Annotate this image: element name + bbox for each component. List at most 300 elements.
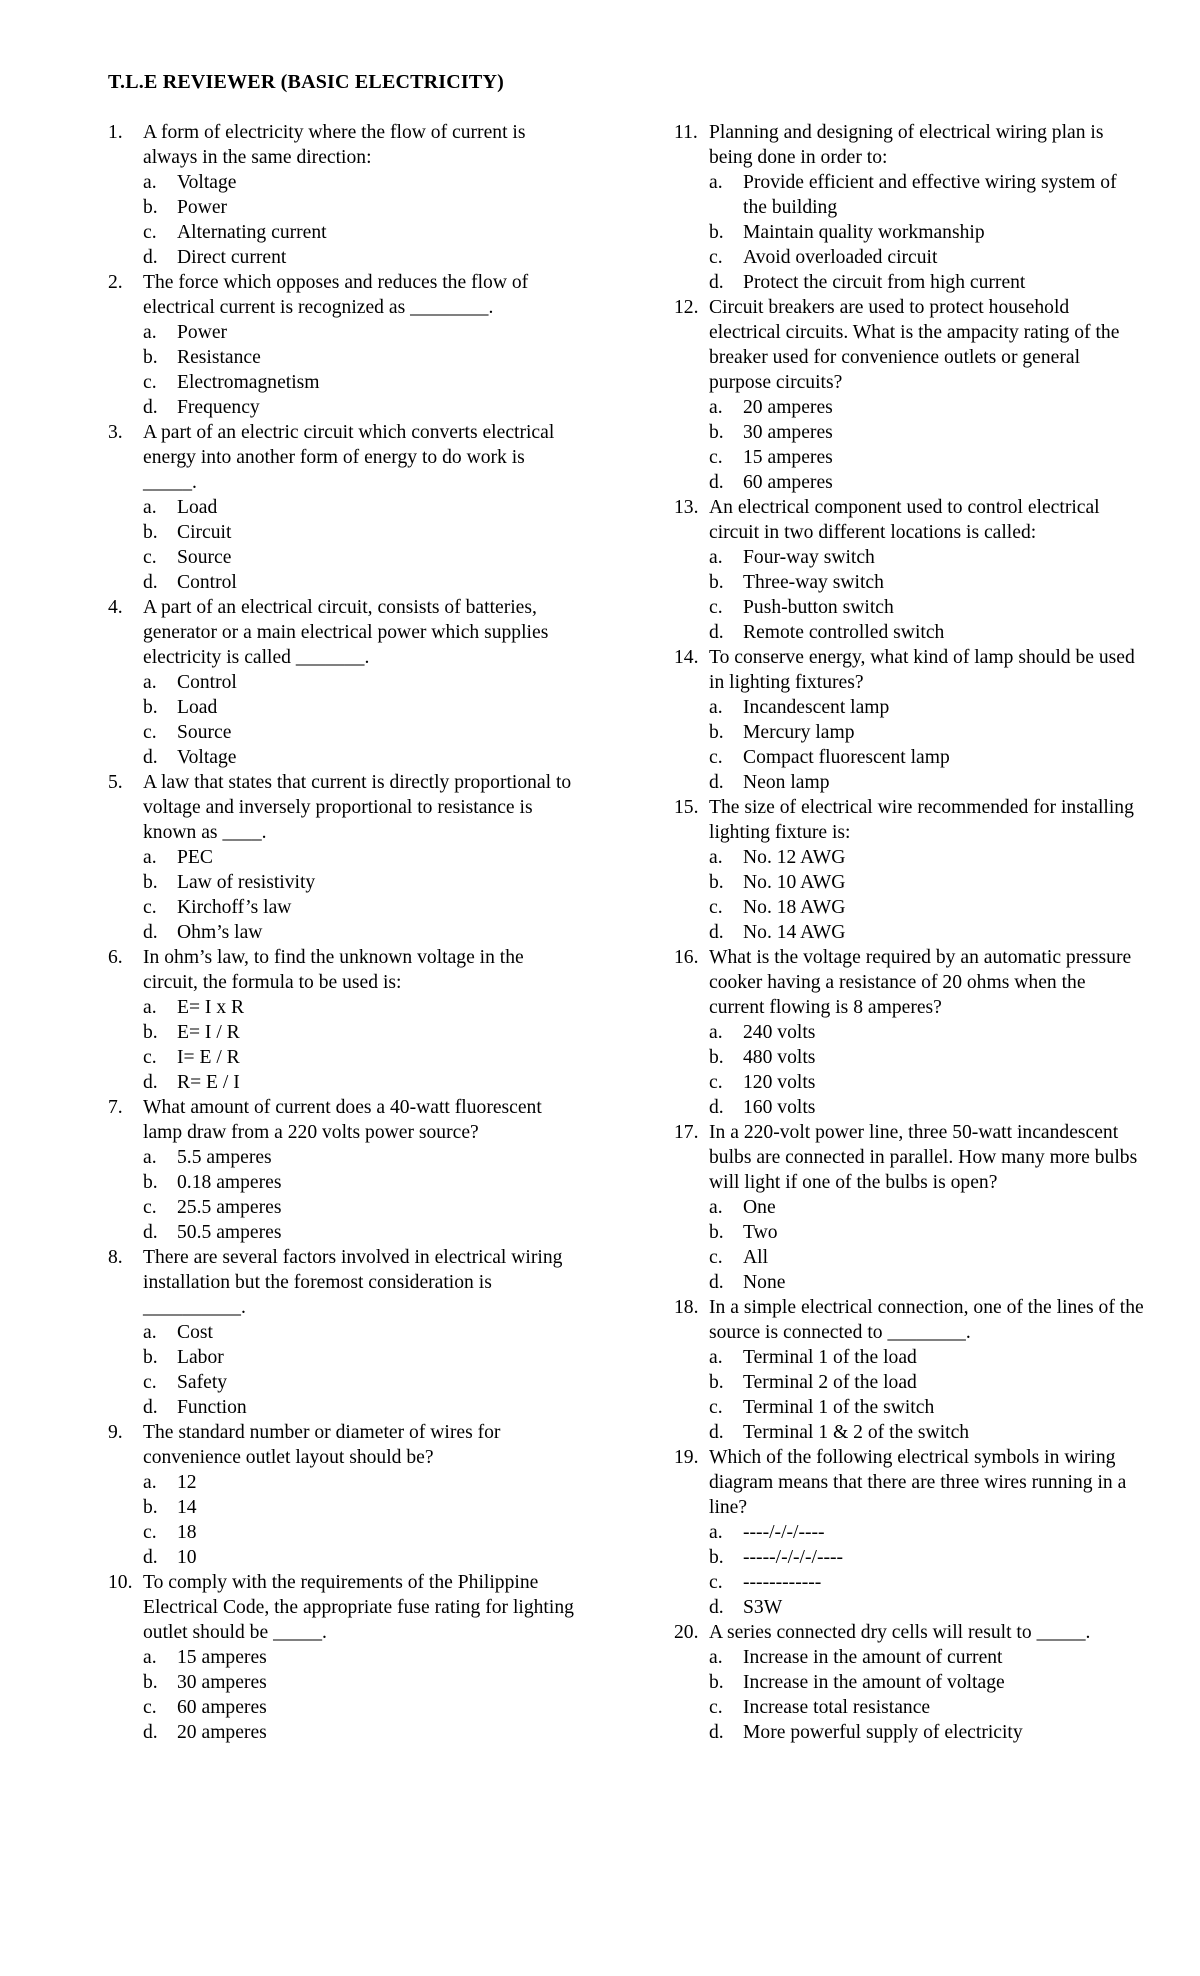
option [143, 920, 578, 945]
option [143, 320, 578, 345]
option [709, 1670, 1144, 1695]
option-text: Frequency [177, 397, 260, 418]
question-text: In a 220-volt power line, three 50-watt incandescent bulbs are connected in parallel. How many more bulbs will light if one of the bulbs is open? [709, 1122, 1138, 1193]
option-letter: a. [143, 172, 157, 193]
option-text: Increase in the amount of current [743, 1647, 1003, 1668]
option-text: 20 amperes [743, 397, 833, 418]
question-text: The force which opposes and reduces the flow of electrical current is recognized as ________. [143, 272, 529, 318]
option [143, 1670, 578, 1695]
option [143, 1045, 578, 1070]
option [709, 745, 1144, 770]
option-letter: b. [709, 1672, 724, 1693]
option-text: Compact fluorescent lamp [743, 747, 950, 768]
option [143, 370, 578, 395]
option [143, 245, 578, 270]
question-3 [108, 420, 578, 595]
option-letter: a. [709, 1347, 723, 1368]
option-letter: b. [143, 1347, 158, 1368]
question-text: What is the voltage required by an automatic pressure cooker having a resistance of 20 ohms when the current flowing is 8 amperes? [709, 947, 1132, 1018]
option-letter: c. [143, 547, 157, 568]
option [143, 520, 578, 545]
option [709, 1370, 1144, 1395]
question-text: Circuit breakers are used to protect household electrical circuits. What is the ampacity rating of the breaker used for convenience outlets or general purpose circuits? [709, 297, 1120, 393]
option-text: Kirchoff’s law [177, 897, 292, 918]
option-letter: c. [709, 1247, 723, 1268]
option [143, 695, 578, 720]
question-text: The standard number or diameter of wires for convenience outlet layout should be? [143, 1422, 501, 1468]
question-text: The size of electrical wire recommended for installing lighting fixture is: [709, 797, 1134, 843]
option-letter: c. [709, 897, 723, 918]
option [709, 895, 1144, 920]
option-letter: a. [709, 1647, 723, 1668]
option [143, 720, 578, 745]
option-text: More powerful supply of electricity [743, 1722, 1023, 1743]
option [143, 1370, 578, 1395]
option-text: All [743, 1247, 769, 1268]
option [143, 845, 578, 870]
option-text: Mercury lamp [743, 722, 855, 743]
option-text: Protect the circuit from high current [743, 272, 1026, 293]
option [143, 345, 578, 370]
question-19 [674, 1445, 1144, 1620]
option [143, 1345, 578, 1370]
option-text: Four-way switch [743, 547, 875, 568]
question-text: Planning and designing of electrical wiring plan is being done in order to: [709, 122, 1104, 168]
option-text: Remote controlled switch [743, 622, 945, 643]
option [709, 1045, 1144, 1070]
option-letter: a. [709, 1522, 723, 1543]
question-16 [674, 945, 1144, 1120]
option-letter: c. [709, 247, 723, 268]
option-text: None [743, 1272, 786, 1293]
option-text: Incandescent lamp [743, 697, 890, 718]
option-text: Source [177, 722, 232, 743]
option-text: 10 [177, 1547, 197, 1568]
option-text: R= E / I [177, 1072, 240, 1093]
option-letter: b. [709, 222, 724, 243]
option-letter: d. [143, 397, 158, 418]
option-letter: a. [709, 697, 723, 718]
option-letter: d. [709, 922, 724, 943]
option-letter: c. [709, 1397, 723, 1418]
option-text: 15 amperes [743, 447, 833, 468]
option-letter: a. [143, 322, 157, 343]
option-text: 160 volts [743, 1097, 816, 1118]
option [143, 1520, 578, 1545]
option-text: Control [177, 672, 237, 693]
option [143, 870, 578, 895]
question-5 [108, 770, 578, 945]
question-number: 5. [108, 772, 123, 793]
question-text: A law that states that current is directly proportional to voltage and inversely proportional to resistance is known as ____. [143, 772, 572, 843]
option [143, 1720, 578, 1745]
option [709, 1195, 1144, 1220]
question-number: 12. [674, 297, 699, 318]
question-number: 15. [674, 797, 699, 818]
question-number: 13. [674, 497, 699, 518]
option [143, 1320, 578, 1345]
option-text: No. 18 AWG [743, 897, 846, 918]
option [709, 220, 1144, 245]
option-letter: c. [143, 1047, 157, 1068]
option [143, 545, 578, 570]
option-letter: c. [143, 722, 157, 743]
option-text: Power [177, 322, 228, 343]
option [143, 170, 578, 195]
option [143, 1395, 578, 1420]
option [709, 445, 1144, 470]
option-letter: c. [143, 1697, 157, 1718]
question-number: 17. [674, 1122, 699, 1143]
option-letter: d. [709, 772, 724, 793]
option-letter: a. [143, 497, 157, 518]
option-text: Provide efficient and effective wiring system of the building [743, 172, 1117, 218]
option-letter: a. [143, 1647, 157, 1668]
option [709, 1595, 1144, 1620]
option-text: Circuit [177, 522, 232, 543]
option-text: Terminal 2 of the load [743, 1372, 917, 1393]
option-text: Terminal 1 of the load [743, 1347, 917, 1368]
question-18 [674, 1295, 1144, 1445]
option-text: Maintain quality workmanship [743, 222, 985, 243]
option-text: 15 amperes [177, 1647, 267, 1668]
option [709, 1395, 1144, 1420]
question-12 [674, 295, 1144, 495]
option-letter: c. [709, 597, 723, 618]
option-text: Terminal 1 of the switch [743, 1397, 935, 1418]
option-text: Voltage [177, 172, 237, 193]
option [143, 1695, 578, 1720]
option-letter: b. [143, 1497, 158, 1518]
question-2 [108, 270, 578, 420]
option-letter: b. [709, 1372, 724, 1393]
question-1 [108, 120, 578, 270]
option-letter: a. [143, 997, 157, 1018]
option-text: Source [177, 547, 232, 568]
option-text: Increase in the amount of voltage [743, 1672, 1005, 1693]
option-text: 25.5 amperes [177, 1197, 282, 1218]
option-text: Increase total resistance [743, 1697, 931, 1718]
option-letter: b. [709, 1547, 724, 1568]
option-letter: a. [709, 1197, 723, 1218]
option-text: 20 amperes [177, 1722, 267, 1743]
option [143, 1020, 578, 1045]
question-text: A part of an electric circuit which converts electrical energy into another form of energy to do work is _____. [143, 422, 555, 493]
question-9 [108, 1420, 578, 1570]
option-letter: d. [143, 1722, 158, 1743]
option-letter: b. [709, 1047, 724, 1068]
option [709, 1070, 1144, 1095]
option-letter: b. [143, 197, 158, 218]
option-text: Terminal 1 & 2 of the switch [743, 1422, 970, 1443]
option-letter: b. [143, 872, 158, 893]
left-column [108, 120, 578, 1745]
option-text: I= E / R [177, 1047, 240, 1068]
option-letter: a. [143, 1472, 157, 1493]
option [709, 595, 1144, 620]
option-letter: c. [709, 1697, 723, 1718]
option-text: Neon lamp [743, 772, 830, 793]
option-letter: d. [143, 572, 158, 593]
question-number: 19. [674, 1447, 699, 1468]
question-number: 2. [108, 272, 123, 293]
option-letter: d. [709, 622, 724, 643]
question-8 [108, 1245, 578, 1420]
option-text: Avoid overloaded circuit [743, 247, 938, 268]
option-text: 480 volts [743, 1047, 816, 1068]
option-letter: d. [709, 1597, 724, 1618]
question-number: 10. [108, 1572, 133, 1593]
option-text: No. 14 AWG [743, 922, 846, 943]
option-letter: d. [709, 272, 724, 293]
option-text: No. 10 AWG [743, 872, 846, 893]
option-text: Ohm’s law [177, 922, 263, 943]
option-letter: d. [143, 1072, 158, 1093]
option [143, 1195, 578, 1220]
option-text: Three-way switch [743, 572, 884, 593]
option-letter: b. [709, 722, 724, 743]
option-letter: d. [709, 1422, 724, 1443]
option [709, 1720, 1144, 1745]
option [143, 395, 578, 420]
option [709, 1545, 1144, 1570]
option-letter: b. [143, 697, 158, 718]
option-text: Electromagnetism [177, 372, 320, 393]
question-11 [674, 120, 1144, 295]
option-text: Alternating current [177, 222, 327, 243]
question-number: 20. [674, 1622, 699, 1643]
question-number: 1. [108, 122, 123, 143]
option-text: Voltage [177, 747, 237, 768]
question-13 [674, 495, 1144, 645]
option [143, 1545, 578, 1570]
option [143, 1470, 578, 1495]
option-text: Load [177, 697, 218, 718]
question-number: 8. [108, 1247, 123, 1268]
option-letter: b. [143, 1022, 158, 1043]
option [143, 670, 578, 695]
option-text: Load [177, 497, 218, 518]
option-text: E= I / R [177, 1022, 240, 1043]
option-text: E= I x R [177, 997, 245, 1018]
option [143, 745, 578, 770]
page-title: T.L.E REVIEWER (BASIC ELECTRICITY) [108, 71, 504, 93]
option-text: 0.18 amperes [177, 1172, 282, 1193]
option-text: Function [177, 1397, 247, 1418]
option [709, 920, 1144, 945]
option-letter: a. [709, 1022, 723, 1043]
option-letter: b. [143, 1672, 158, 1693]
option-text: 5.5 amperes [177, 1147, 272, 1168]
question-number: 18. [674, 1297, 699, 1318]
question-text: In a simple electrical connection, one of the lines of the source is connected to ________. [709, 1297, 1144, 1343]
option-text: Law of resistivity [177, 872, 316, 893]
question-6 [108, 945, 578, 1095]
option-text: 30 amperes [177, 1672, 267, 1693]
option-text: ------------ [743, 1572, 822, 1593]
option [143, 1220, 578, 1245]
option-letter: b. [709, 422, 724, 443]
question-text: A form of electricity where the flow of current is always in the same direction: [143, 122, 526, 168]
option-text: One [743, 1197, 776, 1218]
option-letter: c. [143, 1522, 157, 1543]
option [143, 1495, 578, 1520]
option-letter: d. [709, 1722, 724, 1743]
option-text: 50.5 amperes [177, 1222, 282, 1243]
option [709, 620, 1144, 645]
option-text: Safety [177, 1372, 228, 1393]
option [143, 220, 578, 245]
question-17 [674, 1120, 1144, 1295]
option [709, 270, 1144, 295]
option-text: 18 [177, 1522, 197, 1543]
option-letter: d. [143, 922, 158, 943]
option-letter: c. [143, 1197, 157, 1218]
question-15 [674, 795, 1144, 945]
question-number: 11. [674, 122, 698, 143]
question-text: An electrical component used to control electrical circuit in two different locations is called: [709, 497, 1100, 543]
option [709, 545, 1144, 570]
option-text: -----/-/-/-/---- [743, 1547, 844, 1568]
option [709, 245, 1144, 270]
option [709, 470, 1144, 495]
option-letter: a. [143, 1147, 157, 1168]
right-column [674, 120, 1144, 1745]
option [709, 170, 1144, 220]
option [143, 1070, 578, 1095]
option [709, 1245, 1144, 1270]
option [709, 770, 1144, 795]
option-text: Push-button switch [743, 597, 894, 618]
option [709, 1345, 1144, 1370]
option-letter: a. [709, 172, 723, 193]
option [709, 1020, 1144, 1045]
option [143, 1170, 578, 1195]
option-letter: b. [709, 572, 724, 593]
question-number: 16. [674, 947, 699, 968]
option-letter: d. [143, 1397, 158, 1418]
question-text: Which of the following electrical symbols in wiring diagram means that there are three wires running in a line? [709, 1447, 1127, 1518]
question-14 [674, 645, 1144, 795]
option [709, 845, 1144, 870]
option-letter: b. [143, 347, 158, 368]
option-letter: c. [709, 447, 723, 468]
question-number: 14. [674, 647, 699, 668]
option-letter: c. [709, 1072, 723, 1093]
option [709, 720, 1144, 745]
option-letter: a. [709, 397, 723, 418]
question-text: A part of an electrical circuit, consists of batteries, generator or a main electrical power which supplies electricity is called _______. [143, 597, 549, 668]
option-letter: d. [143, 1547, 158, 1568]
option-letter: a. [709, 847, 723, 868]
option [143, 995, 578, 1020]
option-text: 30 amperes [743, 422, 833, 443]
option [143, 495, 578, 520]
question-number: 9. [108, 1422, 123, 1443]
option-letter: a. [143, 847, 157, 868]
option-text: 60 amperes [177, 1697, 267, 1718]
option-text: Two [743, 1222, 778, 1243]
option-text: 14 [177, 1497, 197, 1518]
option-text: S3W [743, 1597, 783, 1618]
option-letter: a. [143, 672, 157, 693]
option-text: 240 volts [743, 1022, 816, 1043]
option [709, 395, 1144, 420]
option-letter: d. [143, 247, 158, 268]
option-letter: d. [143, 747, 158, 768]
question-number: 4. [108, 597, 123, 618]
option [709, 420, 1144, 445]
option-text: 60 amperes [743, 472, 833, 493]
option-letter: b. [143, 1172, 158, 1193]
option-letter: c. [143, 222, 157, 243]
option-letter: b. [143, 522, 158, 543]
option-text: No. 12 AWG [743, 847, 846, 868]
option [143, 1145, 578, 1170]
question-number: 3. [108, 422, 123, 443]
question-10 [108, 1570, 578, 1745]
question-text: What amount of current does a 40-watt fluorescent lamp draw from a 220 volts power source? [143, 1097, 542, 1143]
question-text: To conserve energy, what kind of lamp should be used in lighting fixtures? [709, 647, 1135, 693]
option [709, 1645, 1144, 1670]
option [709, 1695, 1144, 1720]
option [709, 870, 1144, 895]
option-text: 120 volts [743, 1072, 816, 1093]
option-text: Cost [177, 1322, 213, 1343]
option [709, 695, 1144, 720]
option-letter: c. [709, 1572, 723, 1593]
option [709, 570, 1144, 595]
option-text: Direct current [177, 247, 287, 268]
option-letter: d. [143, 1222, 158, 1243]
option-letter: b. [709, 1222, 724, 1243]
option-letter: d. [709, 472, 724, 493]
option [143, 1645, 578, 1670]
option-letter: c. [143, 1372, 157, 1393]
question-4 [108, 595, 578, 770]
option-text: Control [177, 572, 237, 593]
option-letter: a. [709, 547, 723, 568]
option [709, 1520, 1144, 1545]
option [709, 1420, 1144, 1445]
option-letter: a. [143, 1322, 157, 1343]
option [709, 1095, 1144, 1120]
option-text: Power [177, 197, 228, 218]
option-letter: b. [709, 872, 724, 893]
question-text: In ohm’s law, to find the unknown voltage in the circuit, the formula to be used is: [143, 947, 524, 993]
question-text: There are several factors involved in electrical wiring installation but the foremost consideration is __________. [143, 1247, 563, 1318]
option-letter: c. [143, 897, 157, 918]
option-text: Resistance [177, 347, 261, 368]
option-letter: c. [709, 747, 723, 768]
question-number: 6. [108, 947, 123, 968]
option [143, 895, 578, 920]
option-letter: d. [709, 1272, 724, 1293]
option-letter: d. [709, 1097, 724, 1118]
option [143, 195, 578, 220]
question-number: 7. [108, 1097, 123, 1118]
option-text: ----/-/-/---- [743, 1522, 825, 1543]
question-text: A series connected dry cells will result to _____. [709, 1622, 1091, 1643]
option [709, 1220, 1144, 1245]
question-20 [674, 1620, 1144, 1745]
question-text: To comply with the requirements of the Philippine Electrical Code, the appropriate fuse rating for lighting outlet should be _____. [143, 1572, 574, 1643]
option [143, 570, 578, 595]
option-text: 12 [177, 1472, 197, 1493]
option [709, 1570, 1144, 1595]
option-letter: c. [143, 372, 157, 393]
question-7 [108, 1095, 578, 1245]
